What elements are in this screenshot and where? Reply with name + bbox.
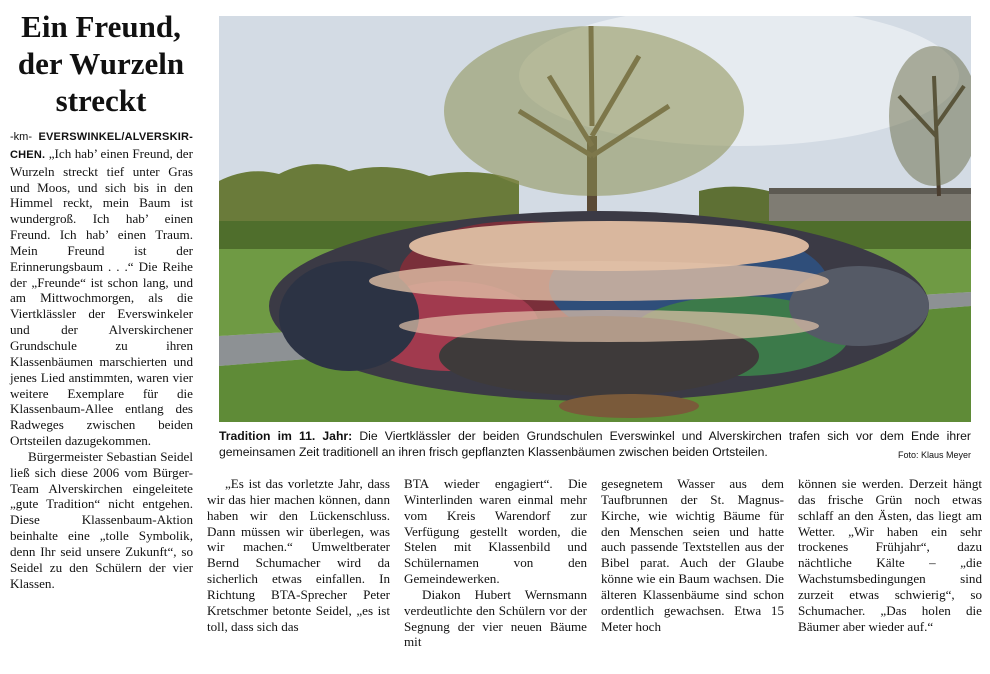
crowd-of-children xyxy=(269,211,929,401)
headline-line-2: der Wurzeln xyxy=(17,46,185,81)
article-column-2 xyxy=(207,476,390,634)
group-photo xyxy=(219,16,971,422)
headline-line-1: Ein Freund, xyxy=(21,9,181,44)
paragraph-6: gesegnetem Wasser aus dem Taufbrunnen der St. Magnus-Kirche, wie wichtig Bäume für den Menschen seien und hatte auch passende Textstellen aus der Bibel parat. Auch der Glaube könne wie ein Baum wachsen. Die älteren Klassenbäume sind schon ordentlich gewachsen. Etwa 15 Meter hoch xyxy=(601,476,784,634)
byline: -km- xyxy=(10,131,32,143)
paragraph-5: Diakon Hubert Wernsmann verdeutlichte den Schülern vor der Segnung der vier neuen Bäume mit xyxy=(404,586,587,650)
caption-lead: Tradition im 11. Jahr: xyxy=(219,429,353,443)
paragraph-7: können sie werden. Derzeit hängt das frische Grün noch etwas schlaff an den Ästen, das liegt am Wetter. „Wir haben ein sehr trockenes Frühjahr“, dazu nächtliche Kälte – „die Wachstumsbedingungen sind zurzeit etwas schwierig“, so Schumacher. „Das holen die Bäumer aber wieder auf.“ xyxy=(798,476,982,634)
caption-text: Die Viertklässler der beiden Grundschulen Everswinkel und Alverskirchen trafen sich vor dem Ende ihrer gemeinsamen Zeit traditionell an ihren frisch gepflanzten Klassenbäumen zwischen beiden Ortsteilen. xyxy=(219,429,971,459)
paragraph-1: „Ich hab’ einen Freund, der Wurzeln streckt tief unter Gras und Moos, und sich bis in den Himmel reckt, mein Baum ist wundergroß. Ich hab’ einen Freund. Ich hab’ einen Traum. Mein Freund ist der Erinnerungsbaum . . .“ Die Reihe der „Freunde“ ist schon lang, und am Mittwochmorgen, als die Viertklässler der Everswinkeler und der Alverskirchener Grundschule zu ihren Klassenbäumen marschierten und jenes Lied anstimmten, waren vier weitere Exemplare für die Klassenbaum-Allee entlang des Radweges zwischen beiden Ortsteilen dazugekommen. xyxy=(10,145,193,449)
article-column-5 xyxy=(798,476,982,634)
headline-line-3: streckt xyxy=(55,83,147,118)
article-column-4 xyxy=(601,476,784,634)
article-column-3 xyxy=(404,476,587,650)
paragraph-3: „Es ist das vorletzte Jahr, dass wir das hier machen können, dann haben wir den Lückenschluss. Dann müssen wir überlegen, was wir machen.“ Umweltberater Bernd Schumacher wird da sicherlich etwas einfallen. In Richtung BTA-Sprecher Peter Kretschmer betonte Seidel, „es ist toll, dass sich das xyxy=(207,476,390,634)
photo-caption xyxy=(219,428,971,463)
paragraph-2: Bürgermeister Sebastian Seidel ließ sich diese 2006 vom Bürger-Team Alverskirchen eingeleitete „gute Tradition“ nicht entgehen. Diese Klassenbaum-Aktion beinhalte eine „tolle Symbolik, denn Ihr seid unsere Zukunft“, so Seidel zu den Schülern der vier Klassen. xyxy=(10,448,193,591)
group-photo-illustration xyxy=(219,16,971,422)
paragraph-4: BTA wieder engagiert“. Die Winterlinden waren einmal mehr vom Kreis Warendorf zur Verfügung gestellt worden, die Stelen mit Klassenbild und Schülernamen von den Gemeindewerken. xyxy=(404,476,587,587)
headline xyxy=(6,8,196,119)
photo-credit: Foto: Klaus Meyer xyxy=(897,450,971,460)
dateline: EVERSWINKEL/ALVERSKIR-CHEN. xyxy=(10,131,193,161)
article-column-1 xyxy=(10,128,193,591)
